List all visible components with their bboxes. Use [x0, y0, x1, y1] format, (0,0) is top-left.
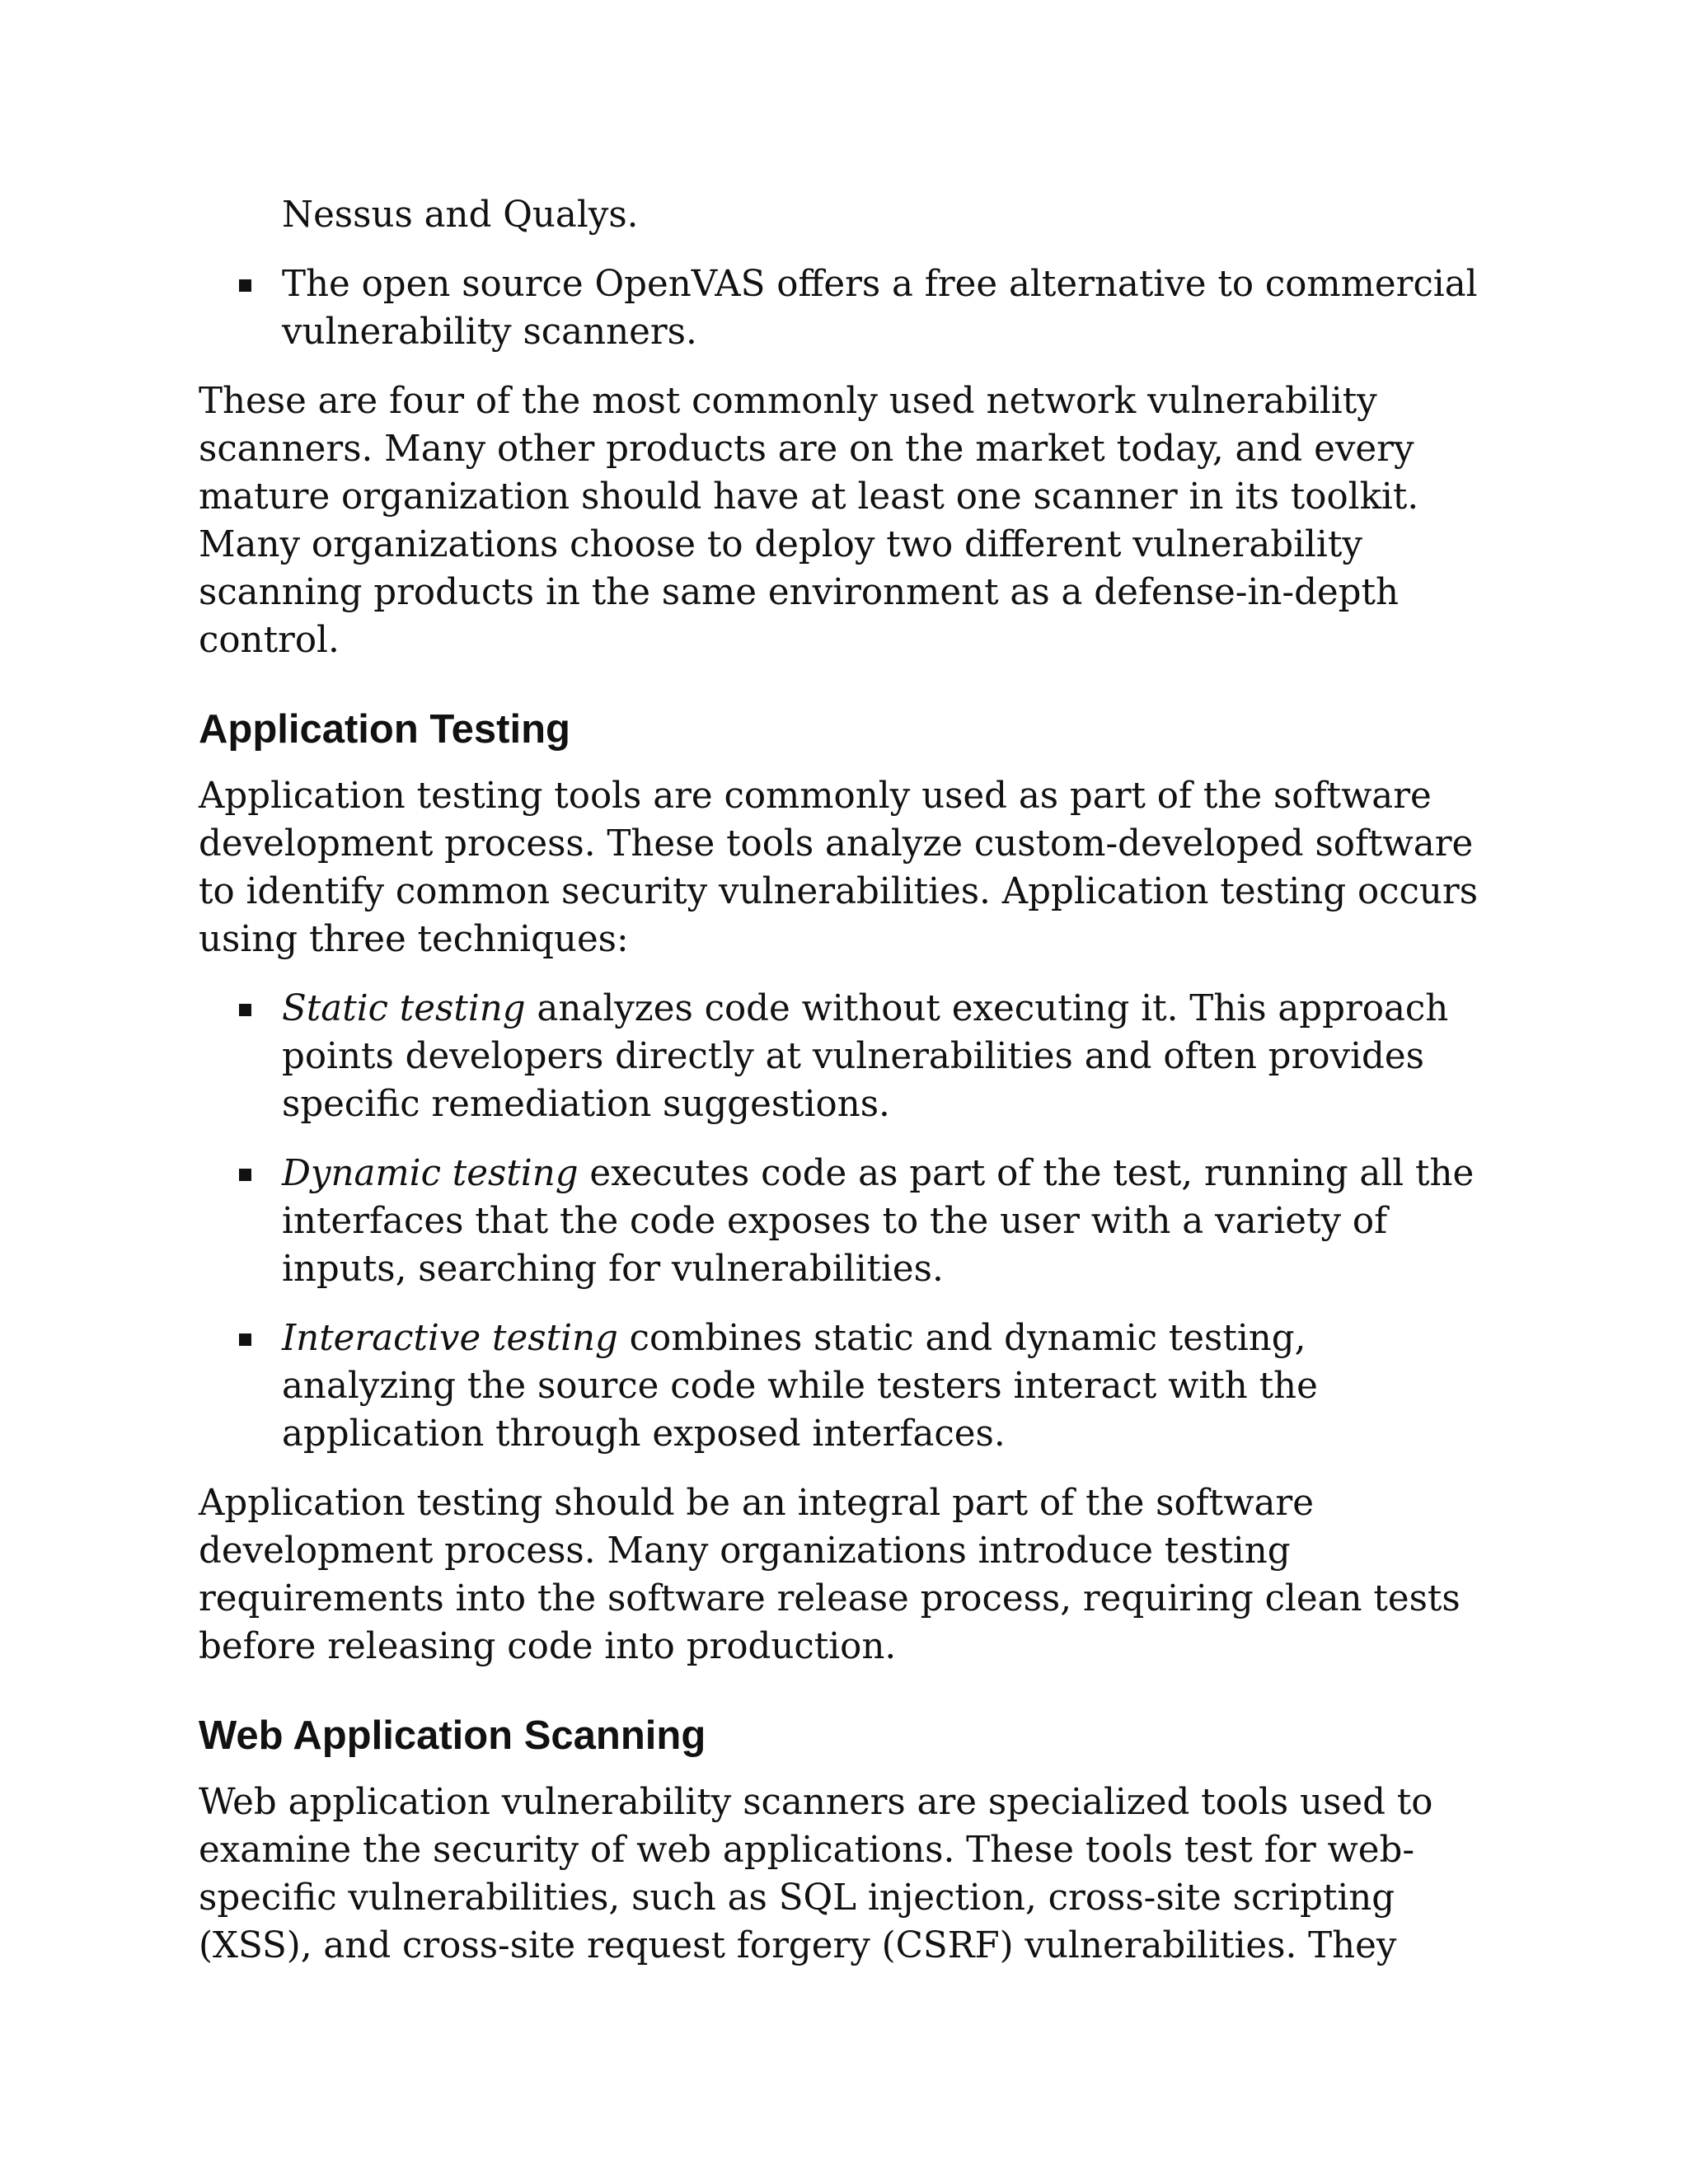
square-bullet-icon [239, 279, 251, 292]
scanner-bullet-list [199, 260, 1484, 356]
bullet-continuation-text: Nessus and Qualys. [282, 194, 639, 236]
web-application-scanning-paragraph: Web application vulnerability scanners are specialized tools used to examine the security of web applications. These tools test for web-specific vulnerabilities, such as SQL injection, cross-site scripting (XSS), and cross-site request forgery (CSRF) vulnerabilities. They [199, 1782, 1433, 1966]
square-bullet-icon [239, 1169, 251, 1181]
testing-techniques-list [199, 985, 1484, 1458]
section-heading-web-application-scanning: Web Application Scanning [199, 1713, 706, 1758]
square-bullet-icon [239, 1004, 251, 1016]
list-item [199, 1150, 1484, 1293]
list-item [199, 985, 1484, 1128]
scanners-paragraph: These are four of the most commonly used network vulnerability scanners. Many other products are on the market today, and every mature organization should have at least one scanner in its toolkit. Many organizations choose to deploy two different vulnerability scanning products in the same environment as a defense-in-depth control. [199, 381, 1419, 661]
application-testing-closing: Application testing should be an integral part of the software development process. Many organizations introduce testing requirements into the software release process, requiring clean tests before releasing code into production. [199, 1483, 1461, 1667]
technique-term: Interactive testing [282, 1318, 618, 1359]
list-item [199, 260, 1484, 356]
square-bullet-icon [239, 1333, 251, 1346]
list-item [199, 1315, 1484, 1458]
application-testing-intro: Application testing tools are commonly used as part of the software development process. These tools analyze custom-developed software to identify common security vulnerabilities. Application testing occurs using three techniques: [199, 776, 1479, 960]
technique-description: analyzes code without executing it. This approach points developers directly at vulnerabilities and often provides specific remediation suggestions. [282, 988, 1449, 1125]
technique-term: Dynamic testing [282, 1153, 579, 1194]
document-page [199, 191, 1484, 1970]
section-heading-application-testing: Application Testing [199, 707, 570, 752]
technique-term: Static testing [282, 988, 526, 1029]
technique-description: executes code as part of the test, running all the interfaces that the code exposes to the user with a variety of inputs, searching for vulnerabilities. [282, 1153, 1475, 1290]
technique-description: combines static and dynamic testing, analyzing the source code while testers interact with the application through exposed interfaces. [282, 1318, 1318, 1455]
bullet-text-openvas: The open source OpenVAS offers a free alternative to commercial vulnerability scanners. [282, 264, 1478, 353]
